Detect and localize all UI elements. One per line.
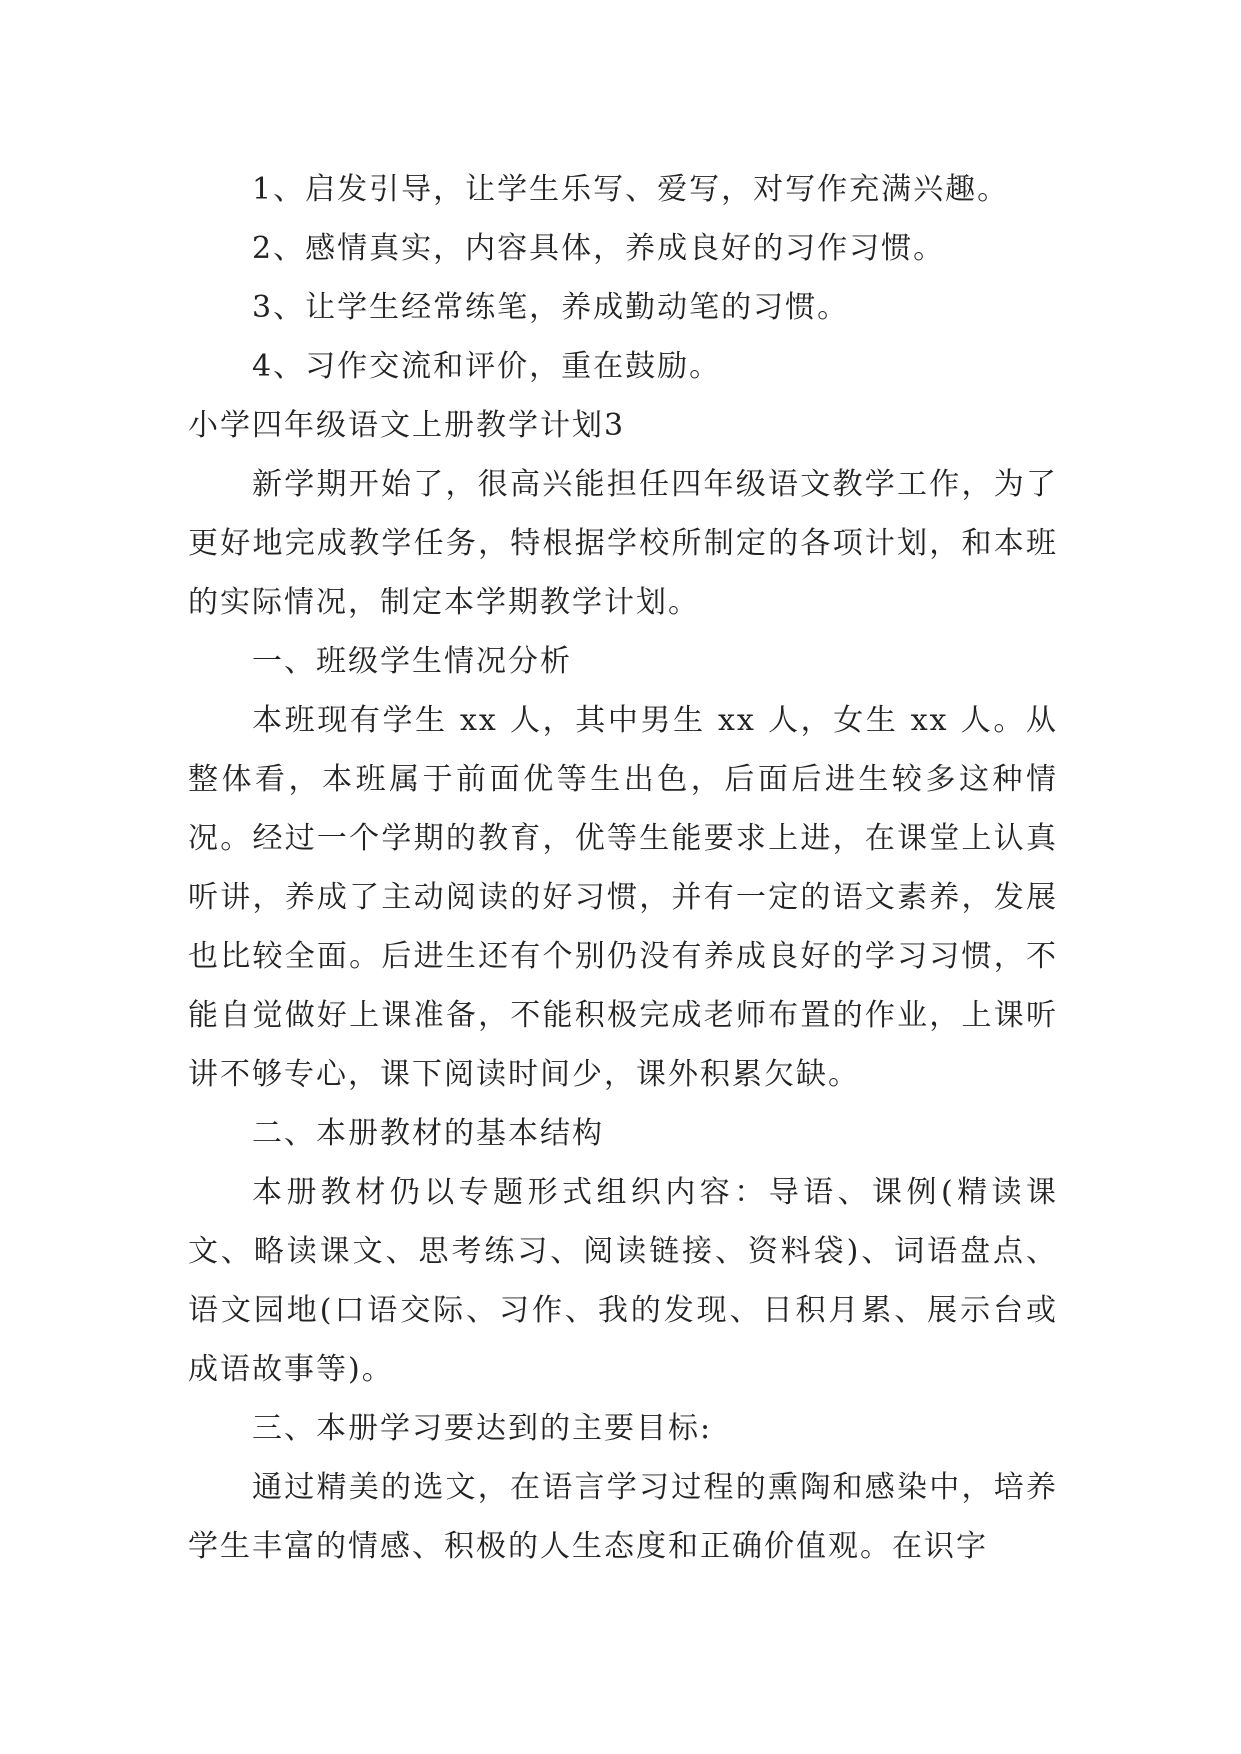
heading-main-goals: 三、本册学习要达到的主要目标: xyxy=(252,1411,713,1446)
section-title: 小学四年级语文上册教学计划3 xyxy=(188,408,626,443)
main-goals-paragraph: 通过精美的选文，在语言学习过程的熏陶和感染中，培养学生丰富的情感、积极的人生态度和正确价值观。在识字 xyxy=(188,1470,1058,1564)
class-analysis-paragraph: 本班现有学生 xx 人，其中男生 xx 人，女生 xx 人。从整体看，本班属于前面优等生出色，后面后进生较多这种情况。经过一个学期的教育，优等生能要求上进，在课堂上认真听讲，养成了主动阅读的好习惯，并有一定的语文素养，发展也比较全面。后进生还有个别仍没有养成良好的学习习惯，不能自觉做好上课准备，不能积极完成老师布置的作业，上课听讲不够专心，课下阅读时间少，课外积累欠缺。 xyxy=(188,703,1058,1092)
list-item-3: 3、让学生经常练笔，养成勤动笔的习惯。 xyxy=(252,290,850,325)
list-item-4: 4、习作交流和评价，重在鼓励。 xyxy=(252,349,722,384)
heading-class-analysis: 一、班级学生情况分析 xyxy=(252,644,572,679)
textbook-structure-paragraph: 本册教材仍以专题形式组织内容：导语、课例(精读课文、略读课文、思考练习、阅读链接、资料袋)、词语盘点、语文园地(口语交际、习作、我的发现、日积月累、展示台或成语故事等)。 xyxy=(188,1175,1058,1387)
intro-paragraph: 新学期开始了，很高兴能担任四年级语文教学工作，为了更好地完成教学任务，特根据学校所制定的各项计划，和本班的实际情况，制定本学期教学计划。 xyxy=(188,467,1058,620)
list-item-2: 2、感情真实，内容具体，养成良好的习作习惯。 xyxy=(252,231,946,266)
list-item-1: 1、启发引导，让学生乐写、爱写，对写作充满兴趣。 xyxy=(252,172,1010,207)
heading-textbook-structure: 二、本册教材的基本结构 xyxy=(252,1116,604,1151)
document-body xyxy=(188,160,1058,1576)
